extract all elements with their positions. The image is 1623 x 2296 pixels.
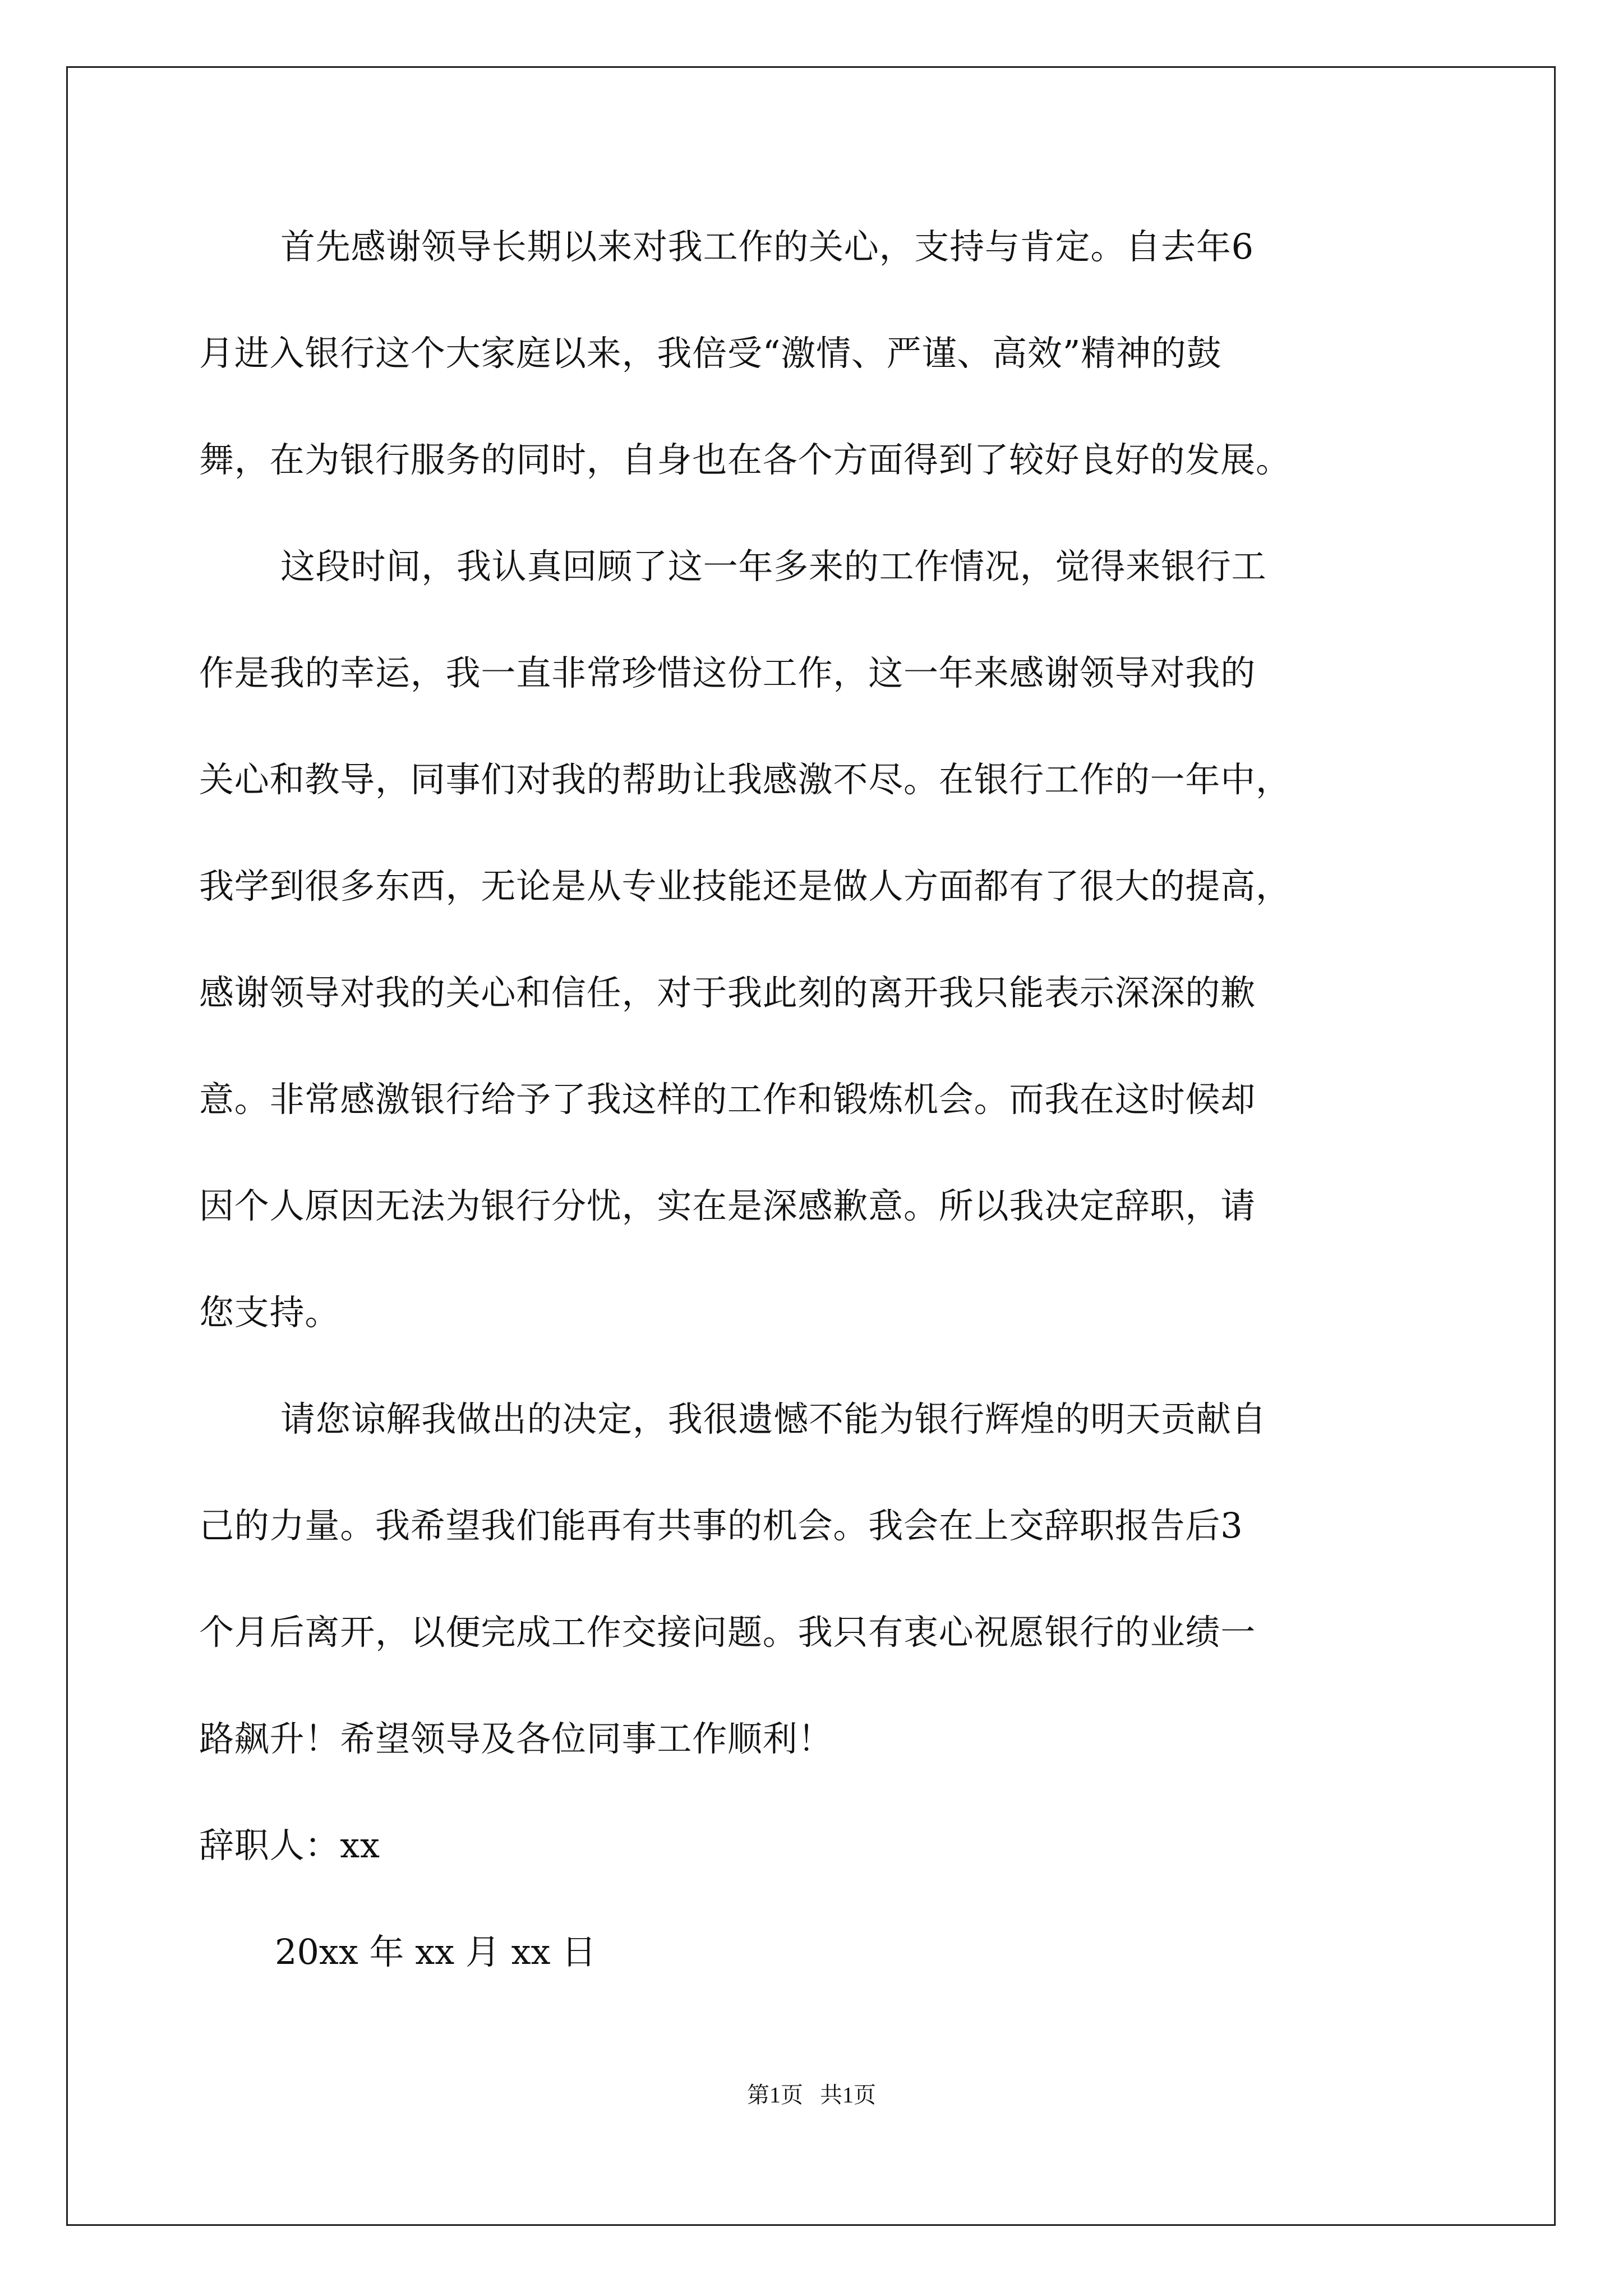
page-footer: 第1页 共1页 [747,2082,876,2108]
paragraph-2-line-3: 关心和教导，同事们对我的帮助让我感激不尽。在银行工作的一年中， [199,759,1291,800]
paragraph-3-line-3: 个月后离开，以便完成工作交接问题。我只有衷心祝愿银行的业绩一 [199,1612,1256,1653]
paragraph-3-line-1: 请您谅解我做出的决定，我很遗憾不能为银行辉煌的明天贡献自 [280,1398,1267,1439]
letter-body [199,216,1422,1921]
paragraph-1-line-1: 首先感谢领导长期以来对我工作的关心，支持与肯定。自去年6 [280,226,1254,267]
paragraph-1-line-2: 月进入银行这个大家庭以来，我倍受“激情、严谨、高效”精神的鼓 [199,333,1222,374]
paragraph-3-line-2: 己的力量。我希望我们能再有共事的机会。我会在上交辞职报告后3 [199,1505,1243,1546]
paragraph-2-line-5: 感谢领导对我的关心和信任，对于我此刻的离开我只能表示深深的歉 [199,972,1256,1013]
paragraph-2-line-6: 意。非常感激银行给予了我这样的工作和锻炼机会。而我在这时候却 [199,1079,1256,1120]
paragraph-2-line-1: 这段时间，我认真回顾了这一年多来的工作情况，觉得来银行工 [280,546,1267,587]
date-line: 20xx 年 xx 月 xx 日 [275,1931,597,1972]
signature-line: 辞职人：xx [199,1825,380,1866]
paragraph-2-line-4: 我学到很多东西，无论是从专业技能还是做人方面都有了很大的提高， [199,866,1291,907]
paragraph-3-line-4: 路飙升！希望领导及各位同事工作顺利！ [199,1718,833,1759]
paragraph-2-line-2: 作是我的幸运，我一直非常珍惜这份工作，这一年来感谢领导对我的 [199,652,1256,693]
paragraph-2-line-8: 您支持。 [199,1292,340,1333]
paragraph-1-line-3: 舞，在为银行服务的同时，自身也在各个方面得到了较好良好的发展。 [199,439,1291,480]
paragraph-2-line-7: 因个人原因无法为银行分忧，实在是深感歉意。所以我决定辞职，请 [199,1185,1256,1226]
